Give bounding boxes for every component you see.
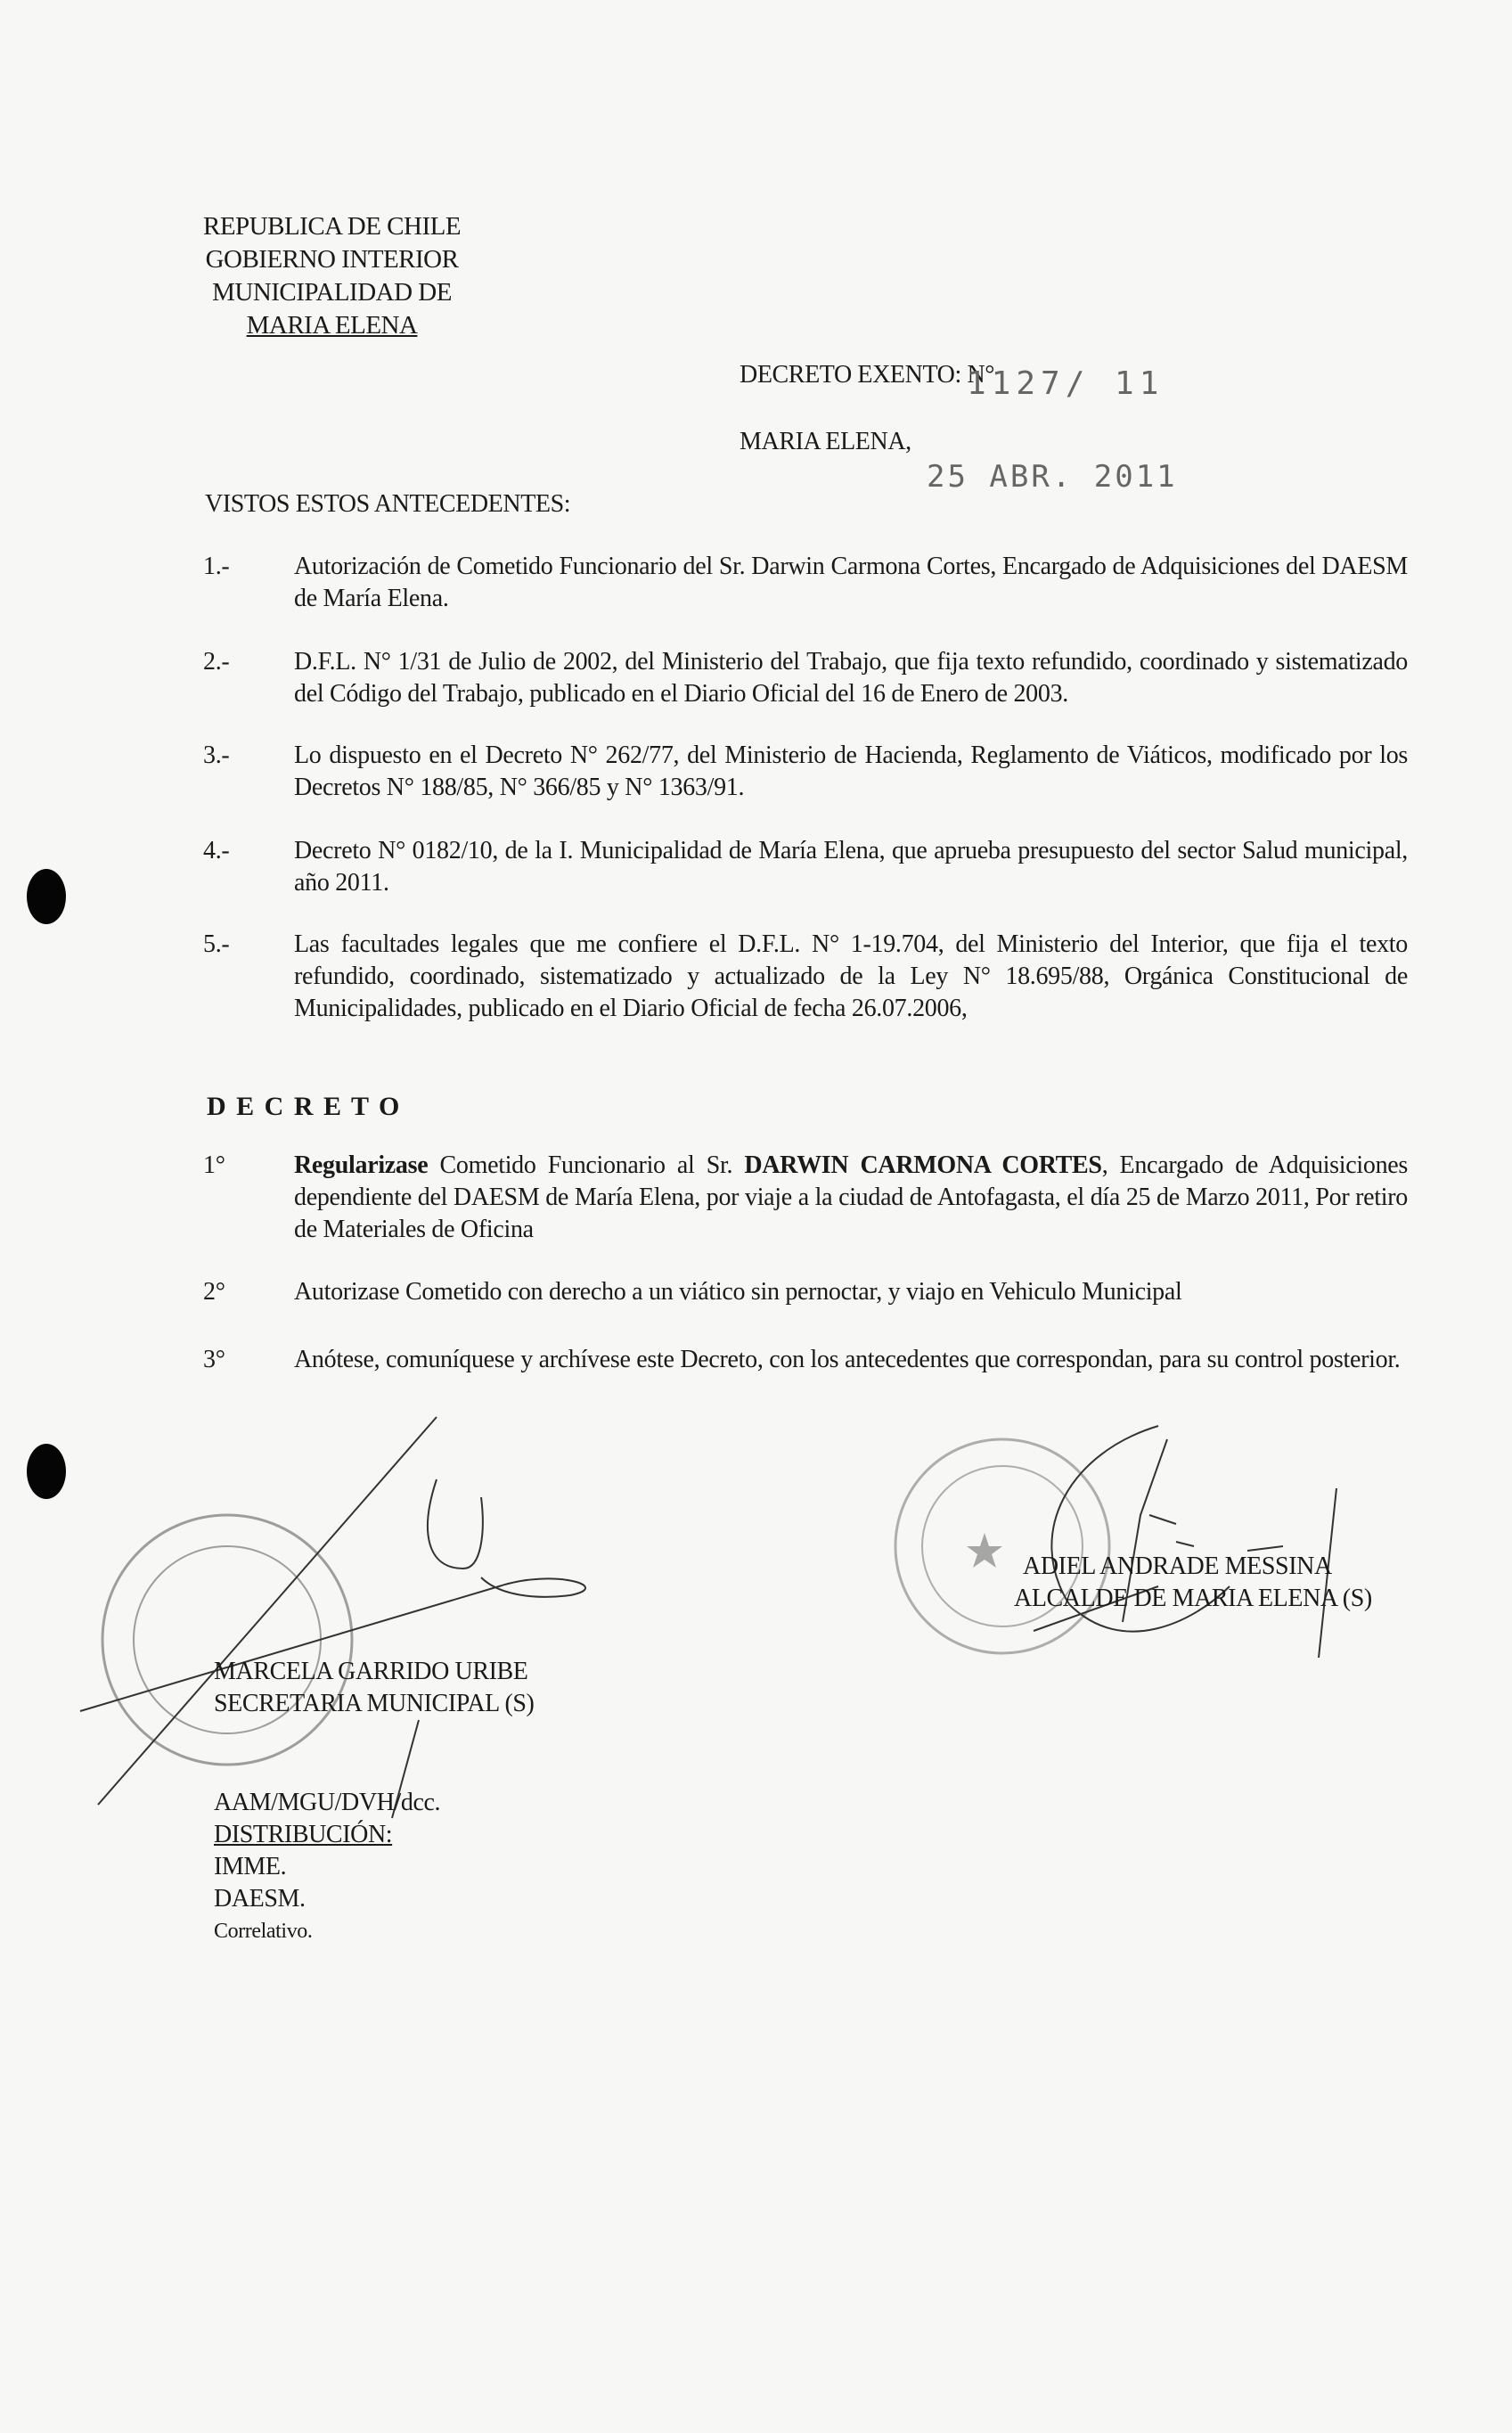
item-text: Lo dispuesto en el Decreto N° 262/77, del Ministerio de Hacienda, Reglamento de Viáticos, modificado por los Decretos N° 188/85, N° 366/85 y N° 1363/91. (294, 741, 1408, 801)
secretary-signature-block (214, 1656, 534, 1720)
decree-number-label: DECRETO EXENTO: N° (740, 361, 995, 389)
item-number: 2.- (203, 648, 230, 676)
secretary-title: SECRETARIA MUNICIPAL (S) (214, 1690, 535, 1717)
text-span: , Encargado de Adquisiciones dependiente del DAESM de María Elena, por viaje a la ciudad de Antofagasta, el día 25 de Marzo 2011, Por retiro de Materiales de Oficina (294, 1151, 1408, 1243)
mayor-title: ALCALDE DE MARIA ELENA (S) (1014, 1585, 1372, 1612)
text-span: Cometido Funcionario al Sr. (428, 1151, 745, 1179)
distribution-label: DISTRIBUCIÓN: (214, 1821, 393, 1848)
vistos-heading: VISTOS ESTOS ANTECEDENTES: (205, 490, 571, 518)
date-stamp: 25 ABR. 2011 (927, 459, 1178, 495)
place-label: MARIA ELENA, (740, 428, 911, 455)
item-number: 5.- (203, 930, 230, 958)
item-number: 3.- (203, 741, 230, 769)
mayor-name: ADIEL ANDRADE MESSINA (1023, 1552, 1332, 1580)
item-number: 1° (203, 1151, 225, 1179)
bold-verb: Regularizase (294, 1151, 429, 1179)
correlativo: Correlativo. (214, 1920, 313, 1943)
item-number: 2° (203, 1278, 225, 1306)
decreto-heading: D E C R E T O (207, 1092, 402, 1121)
bold-name: DARWIN CARMONA CORTES (744, 1151, 1102, 1179)
mayor-signature-block (1014, 1551, 1372, 1615)
item-text: Anótese, comuníquese y archívese este Decreto, con los antecedentes que correspondan, para su control posterior. (294, 1346, 1401, 1373)
letterhead-line: GOBIERNO INTERIOR (205, 245, 459, 274)
letterhead-line: REPUBLICA DE CHILE (203, 212, 462, 241)
mayor-signature (1034, 1426, 1336, 1658)
coat-of-arms-icon (967, 1533, 1002, 1568)
distribution-item: IMME. (214, 1853, 287, 1880)
initials: AAM/MGU/DVH/dcc. (214, 1789, 441, 1816)
item-number: 1.- (203, 553, 230, 580)
decree-number-stamp: 1127/ 11 (967, 365, 1165, 402)
letterhead-line: MUNICIPALIDAD DE (212, 278, 452, 307)
letterhead-line: MARIA ELENA (246, 311, 418, 340)
distribution-block (214, 1787, 440, 1947)
item-text: Decreto N° 0182/10, de la I. Municipalidad de María Elena, que aprueba presupuesto del sector Salud municipal, año 2011. (294, 837, 1408, 897)
secretary-signature (80, 1417, 585, 1818)
item-text: D.F.L. N° 1/31 de Julio de 2002, del Ministerio del Trabajo, que fija texto refundido, coordinado y sistematizado del Código del Trabajo, publicado en el Diario Oficial del 16 de Enero de 2003. (294, 648, 1408, 708)
item-text: Autorización de Cometido Funcionario del Sr. Darwin Carmona Cortes, Encargado de Adquisiciones del DAESM de María Elena. (294, 553, 1408, 612)
item-number: 4.- (203, 837, 230, 864)
secretary-name: MARCELA GARRIDO URIBE (214, 1658, 528, 1685)
distribution-item: DAESM. (214, 1885, 306, 1913)
item-number: 3° (203, 1346, 225, 1373)
item-text: Las facultades legales que me confiere el D.F.L. N° 1-19.704, del Ministerio del Interior, que fija el texto refundido, coordinado, sistematizado y actualizado de la Ley N° 18.695/88, Orgánica Constitucional de Municipalidades, publicado en el Diario Oficial de fecha 26.07.2006, (294, 930, 1408, 1022)
item-text: Autorizase Cometido con derecho a un viático sin pernoctar, y viajo en Vehiculo Municipal (294, 1278, 1182, 1306)
secretary-seal (102, 1515, 352, 1765)
